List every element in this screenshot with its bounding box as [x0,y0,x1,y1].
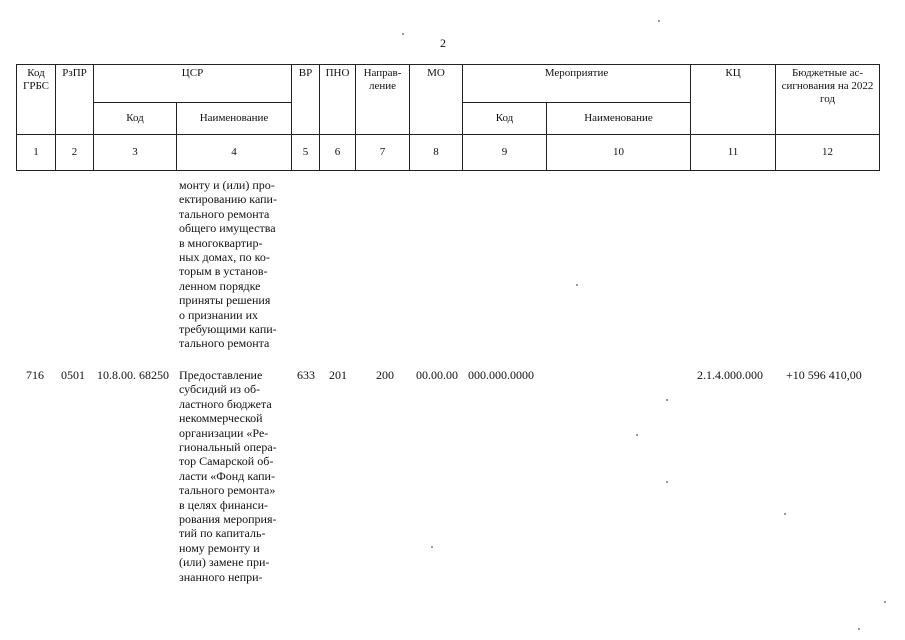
col-number: 11 [691,135,776,171]
table-header [16,64,880,171]
row-kc: 2.1.4.000.000 [697,368,763,382]
text-line: знанного непри- [179,569,263,584]
header-meropr: Мероприятие [463,65,691,103]
text-line: рования мероприя- [179,512,277,527]
col-number: 4 [177,135,292,171]
row-name [179,368,289,584]
header-meropr-kod: Код [463,103,547,135]
col-number: 2 [56,135,94,171]
scan-speck [666,399,668,401]
header-budget: Бюджетные ас-сигнования на 2022 год [776,65,880,135]
col-number: 1 [17,135,56,171]
text-line: монту и (или) про- [179,178,275,192]
text-line: тального ремонта [179,336,270,351]
scan-speck [666,481,668,483]
scan-speck [784,513,786,515]
text-line: торым в установ- [179,264,268,279]
scan-speck [658,20,660,22]
col-number: 10 [547,135,691,171]
header-csr-name: Наименование [177,103,292,135]
text-line: тий по капиталь- [179,526,266,541]
text-line: в целях финанси- [179,497,269,512]
text-line: о признании их [179,307,259,322]
col-number: 7 [356,135,410,171]
text-line: тального ремонта [179,206,270,221]
page-number: 2 [440,36,446,50]
header-kod-grbs: Код ГРБС [17,65,56,135]
header-rzpr: РзПР [56,65,94,135]
scan-speck [636,434,638,436]
text-line: требующими капи- [179,322,277,337]
scan-speck [431,546,433,548]
text-line: некоммерческой [179,411,263,426]
row-rzpr: 0501 [61,368,85,382]
text-line: субсидий из об- [179,382,261,397]
header-csr: ЦСР [94,65,292,103]
text-line: ластного бюджета [179,396,272,411]
header-csr-kod: Код [94,103,177,135]
continuation-text [179,178,289,351]
text-line: тального ремонта» [179,483,276,498]
row-grbs: 716 [26,368,44,382]
text-line: ласти «Фонд капи- [179,468,275,483]
row-napr: 200 [376,368,394,382]
text-line: Предоставление [179,368,263,382]
header-pno: ПНО [320,65,356,135]
header-vr: ВР [292,65,320,135]
col-number: 5 [292,135,320,171]
col-number: 3 [94,135,177,171]
scan-speck [402,33,404,35]
col-number: 9 [463,135,547,171]
header-kc: КЦ [691,65,776,135]
text-line: общего имущества [179,221,276,236]
text-line: приняты решения [179,293,271,308]
col-number: 12 [776,135,880,171]
text-line: гиональный опера- [179,440,277,455]
row-mo: 00.00.00 [416,368,458,382]
scan-speck [576,284,578,286]
col-number: 6 [320,135,356,171]
text-line: (или) замене при- [179,555,270,570]
text-line: ленном порядке [179,278,261,293]
row-amount: +10 596 410,00 [786,368,862,382]
text-line: ектированию капи- [179,192,277,207]
col-number: 8 [410,135,463,171]
scan-speck [858,628,860,630]
header-meropr-name: Наименование [547,103,691,135]
row-vr: 633 [297,368,315,382]
header-mo: МО [410,65,463,135]
row-meropr-kod: 000.000.0000 [468,368,534,382]
scan-speck [884,601,886,603]
text-line: ных домах, по ко- [179,250,270,265]
row-pno: 201 [329,368,347,382]
row-csr: 10.8.00. 68250 [97,368,169,382]
text-line: тор Самарской об- [179,454,274,469]
header-napr: Направ-ление [356,65,410,135]
text-line: организации «Ре- [179,425,269,440]
text-line: в многоквартир- [179,235,263,250]
text-line: ному ремонту и [179,540,260,555]
